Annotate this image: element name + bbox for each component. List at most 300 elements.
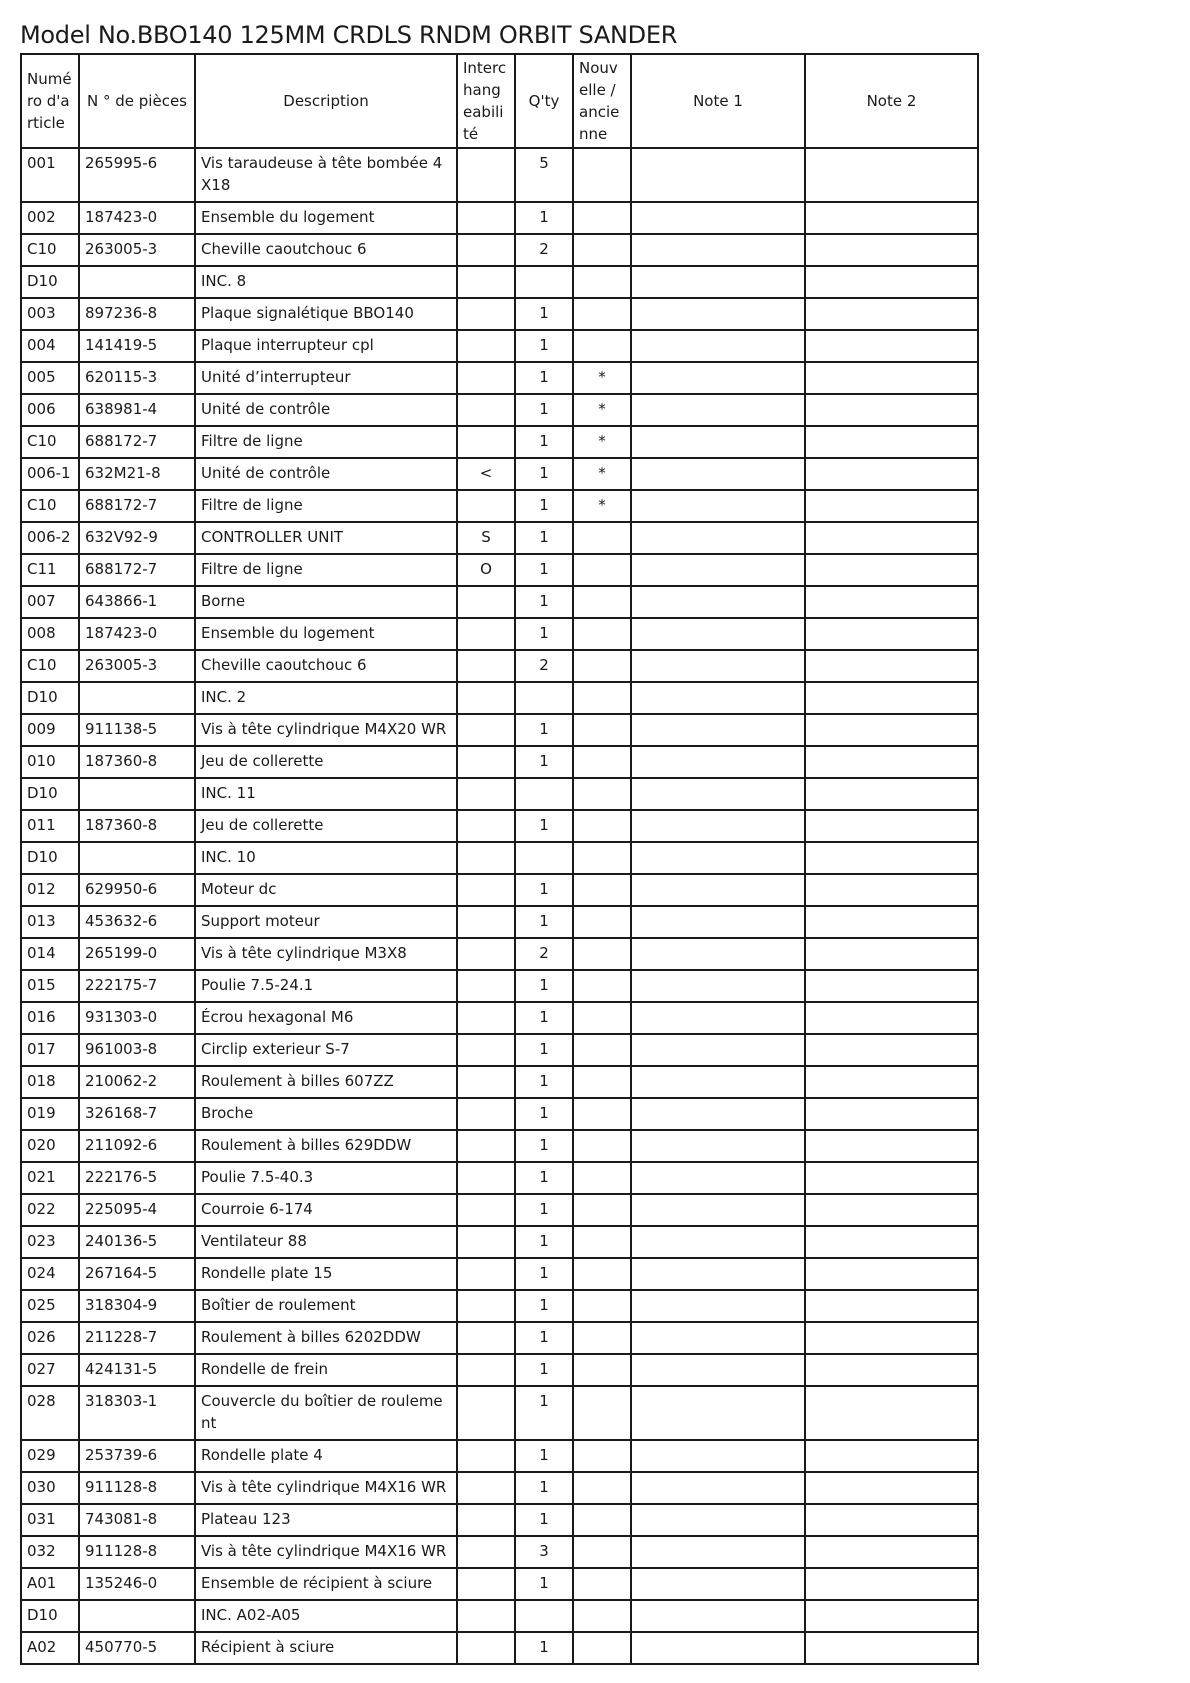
description-cell: Couvercle du boîtier de roulement bbox=[195, 1386, 457, 1440]
quantity-cell: 1 bbox=[515, 1226, 573, 1258]
part-number-cell bbox=[79, 1600, 195, 1632]
description-cell: Support moteur bbox=[195, 906, 457, 938]
quantity-cell: 3 bbox=[515, 1536, 573, 1568]
part-number-cell: 211092-6 bbox=[79, 1130, 195, 1162]
quantity-cell: 2 bbox=[515, 938, 573, 970]
new-old-cell bbox=[573, 1354, 631, 1386]
table-row bbox=[21, 426, 978, 458]
description-cell: Filtre de ligne bbox=[195, 554, 457, 586]
item-number-cell: C10 bbox=[21, 234, 79, 266]
note-1-cell bbox=[631, 490, 805, 522]
interchangeability-cell bbox=[457, 1354, 515, 1386]
quantity-cell: 1 bbox=[515, 426, 573, 458]
table-row bbox=[21, 1354, 978, 1386]
table-row bbox=[21, 202, 978, 234]
interchangeability-cell bbox=[457, 714, 515, 746]
note-2-cell bbox=[805, 1386, 978, 1440]
table-row bbox=[21, 1568, 978, 1600]
quantity-cell bbox=[515, 266, 573, 298]
new-old-cell bbox=[573, 522, 631, 554]
part-number-cell: 265199-0 bbox=[79, 938, 195, 970]
note-1-cell bbox=[631, 586, 805, 618]
description-cell: Unité d’interrupteur bbox=[195, 362, 457, 394]
description-cell: Jeu de collerette bbox=[195, 810, 457, 842]
interchangeability-cell: S bbox=[457, 522, 515, 554]
part-number-cell: 222176-5 bbox=[79, 1162, 195, 1194]
item-number-cell: 028 bbox=[21, 1386, 79, 1440]
description-cell: Rondelle de frein bbox=[195, 1354, 457, 1386]
note-1-cell bbox=[631, 298, 805, 330]
table-row bbox=[21, 1472, 978, 1504]
interchangeability-cell bbox=[457, 1386, 515, 1440]
note-1-cell bbox=[631, 1130, 805, 1162]
interchangeability-cell bbox=[457, 778, 515, 810]
note-1-cell bbox=[631, 1632, 805, 1664]
note-1-cell bbox=[631, 1600, 805, 1632]
table-row bbox=[21, 714, 978, 746]
item-number-cell: 002 bbox=[21, 202, 79, 234]
interchangeability-cell bbox=[457, 810, 515, 842]
note-1-cell bbox=[631, 1354, 805, 1386]
item-number-cell: 024 bbox=[21, 1258, 79, 1290]
table-row bbox=[21, 1002, 978, 1034]
note-1-cell bbox=[631, 202, 805, 234]
item-number-cell: A01 bbox=[21, 1568, 79, 1600]
description-cell: Moteur dc bbox=[195, 874, 457, 906]
quantity-cell: 1 bbox=[515, 298, 573, 330]
quantity-cell: 1 bbox=[515, 1194, 573, 1226]
description-cell: Cheville caoutchouc 6 bbox=[195, 650, 457, 682]
quantity-cell: 1 bbox=[515, 522, 573, 554]
note-2-cell bbox=[805, 1034, 978, 1066]
interchangeability-cell bbox=[457, 874, 515, 906]
column-header-part-number: N ° de pièces bbox=[79, 54, 195, 148]
table-row bbox=[21, 970, 978, 1002]
quantity-cell: 1 bbox=[515, 1354, 573, 1386]
quantity-cell: 1 bbox=[515, 1290, 573, 1322]
interchangeability-cell bbox=[457, 1536, 515, 1568]
part-number-cell: 135246-0 bbox=[79, 1568, 195, 1600]
item-number-cell: 009 bbox=[21, 714, 79, 746]
part-number-cell: 187423-0 bbox=[79, 618, 195, 650]
note-1-cell bbox=[631, 938, 805, 970]
note-2-cell bbox=[805, 148, 978, 202]
new-old-cell bbox=[573, 1226, 631, 1258]
interchangeability-cell bbox=[457, 266, 515, 298]
note-1-cell bbox=[631, 1194, 805, 1226]
part-number-cell: 326168-7 bbox=[79, 1098, 195, 1130]
interchangeability-cell bbox=[457, 1322, 515, 1354]
item-number-cell: 019 bbox=[21, 1098, 79, 1130]
new-old-cell bbox=[573, 1034, 631, 1066]
part-number-cell: 911128-8 bbox=[79, 1472, 195, 1504]
interchangeability-cell bbox=[457, 148, 515, 202]
new-old-cell bbox=[573, 298, 631, 330]
quantity-cell: 1 bbox=[515, 458, 573, 490]
item-number-cell: 020 bbox=[21, 1130, 79, 1162]
quantity-cell: 1 bbox=[515, 1386, 573, 1440]
note-2-cell bbox=[805, 1162, 978, 1194]
part-number-cell: 688172-7 bbox=[79, 490, 195, 522]
new-old-cell bbox=[573, 586, 631, 618]
table-row bbox=[21, 1600, 978, 1632]
part-number-cell: 318303-1 bbox=[79, 1386, 195, 1440]
part-number-cell: 743081-8 bbox=[79, 1504, 195, 1536]
table-row bbox=[21, 362, 978, 394]
description-cell: Poulie 7.5-40.3 bbox=[195, 1162, 457, 1194]
quantity-cell: 1 bbox=[515, 1098, 573, 1130]
quantity-cell: 1 bbox=[515, 1034, 573, 1066]
part-number-cell: 638981-4 bbox=[79, 394, 195, 426]
column-header-description: Description bbox=[195, 54, 457, 148]
description-cell: Borne bbox=[195, 586, 457, 618]
interchangeability-cell: < bbox=[457, 458, 515, 490]
description-cell: Écrou hexagonal M6 bbox=[195, 1002, 457, 1034]
item-number-cell: 016 bbox=[21, 1002, 79, 1034]
quantity-cell: 1 bbox=[515, 490, 573, 522]
note-1-cell bbox=[631, 1536, 805, 1568]
item-number-cell: 029 bbox=[21, 1440, 79, 1472]
part-number-cell: 931303-0 bbox=[79, 1002, 195, 1034]
item-number-cell: 023 bbox=[21, 1226, 79, 1258]
quantity-cell: 1 bbox=[515, 1066, 573, 1098]
column-header-interchangeability: Interchangeabilité bbox=[457, 54, 515, 148]
new-old-cell bbox=[573, 650, 631, 682]
table-row bbox=[21, 148, 978, 202]
item-number-cell: 006-2 bbox=[21, 522, 79, 554]
new-old-cell bbox=[573, 906, 631, 938]
new-old-cell bbox=[573, 554, 631, 586]
note-2-cell bbox=[805, 1258, 978, 1290]
item-number-cell: C11 bbox=[21, 554, 79, 586]
table-row bbox=[21, 1632, 978, 1664]
quantity-cell: 1 bbox=[515, 1632, 573, 1664]
table-row bbox=[21, 746, 978, 778]
quantity-cell: 1 bbox=[515, 330, 573, 362]
table-row bbox=[21, 650, 978, 682]
note-1-cell bbox=[631, 1066, 805, 1098]
quantity-cell: 1 bbox=[515, 1568, 573, 1600]
description-cell: Cheville caoutchouc 6 bbox=[195, 234, 457, 266]
description-cell: Ensemble du logement bbox=[195, 618, 457, 650]
quantity-cell: 1 bbox=[515, 1162, 573, 1194]
interchangeability-cell bbox=[457, 234, 515, 266]
note-1-cell bbox=[631, 234, 805, 266]
new-old-cell bbox=[573, 1440, 631, 1472]
new-old-cell: * bbox=[573, 426, 631, 458]
new-old-cell bbox=[573, 778, 631, 810]
quantity-cell: 1 bbox=[515, 810, 573, 842]
interchangeability-cell bbox=[457, 1194, 515, 1226]
note-2-cell bbox=[805, 938, 978, 970]
item-number-cell: 008 bbox=[21, 618, 79, 650]
table-row bbox=[21, 586, 978, 618]
item-number-cell: 018 bbox=[21, 1066, 79, 1098]
new-old-cell: * bbox=[573, 490, 631, 522]
note-1-cell bbox=[631, 1504, 805, 1536]
table-body bbox=[21, 148, 978, 1664]
interchangeability-cell bbox=[457, 1258, 515, 1290]
interchangeability-cell bbox=[457, 842, 515, 874]
part-number-cell: 911138-5 bbox=[79, 714, 195, 746]
new-old-cell bbox=[573, 266, 631, 298]
table-row bbox=[21, 1194, 978, 1226]
column-header-new-old: Nouvelle / ancienne bbox=[573, 54, 631, 148]
part-number-cell: 240136-5 bbox=[79, 1226, 195, 1258]
note-1-cell bbox=[631, 394, 805, 426]
item-number-cell: 025 bbox=[21, 1290, 79, 1322]
description-cell: INC. 11 bbox=[195, 778, 457, 810]
note-1-cell bbox=[631, 1322, 805, 1354]
note-1-cell bbox=[631, 842, 805, 874]
table-row bbox=[21, 778, 978, 810]
new-old-cell bbox=[573, 714, 631, 746]
quantity-cell: 1 bbox=[515, 202, 573, 234]
description-cell: INC. 10 bbox=[195, 842, 457, 874]
part-number-cell: 453632-6 bbox=[79, 906, 195, 938]
column-header-note-1: Note 1 bbox=[631, 54, 805, 148]
part-number-cell: 629950-6 bbox=[79, 874, 195, 906]
interchangeability-cell bbox=[457, 330, 515, 362]
item-number-cell: 032 bbox=[21, 1536, 79, 1568]
new-old-cell bbox=[573, 1098, 631, 1130]
note-2-cell bbox=[805, 842, 978, 874]
table-row bbox=[21, 810, 978, 842]
interchangeability-cell bbox=[457, 1568, 515, 1600]
note-2-cell bbox=[805, 1226, 978, 1258]
part-number-cell bbox=[79, 842, 195, 874]
table-row bbox=[21, 490, 978, 522]
new-old-cell bbox=[573, 1194, 631, 1226]
item-number-cell: A02 bbox=[21, 1632, 79, 1664]
quantity-cell: 1 bbox=[515, 1130, 573, 1162]
new-old-cell bbox=[573, 1568, 631, 1600]
note-2-cell bbox=[805, 1066, 978, 1098]
note-2-cell bbox=[805, 1440, 978, 1472]
part-number-cell: 961003-8 bbox=[79, 1034, 195, 1066]
item-number-cell: C10 bbox=[21, 650, 79, 682]
item-number-cell: D10 bbox=[21, 842, 79, 874]
note-2-cell bbox=[805, 330, 978, 362]
description-cell: Ensemble de récipient à sciure bbox=[195, 1568, 457, 1600]
table-row bbox=[21, 1386, 978, 1440]
description-cell: Unité de contrôle bbox=[195, 458, 457, 490]
interchangeability-cell bbox=[457, 1632, 515, 1664]
new-old-cell bbox=[573, 1504, 631, 1536]
note-1-cell bbox=[631, 970, 805, 1002]
description-cell: Plaque interrupteur cpl bbox=[195, 330, 457, 362]
note-2-cell bbox=[805, 874, 978, 906]
note-1-cell bbox=[631, 1440, 805, 1472]
description-cell: Roulement à billes 629DDW bbox=[195, 1130, 457, 1162]
part-number-cell: 911128-8 bbox=[79, 1536, 195, 1568]
table-row bbox=[21, 554, 978, 586]
description-cell: Vis à tête cylindrique M4X16 WR bbox=[195, 1472, 457, 1504]
interchangeability-cell bbox=[457, 586, 515, 618]
quantity-cell bbox=[515, 842, 573, 874]
note-2-cell bbox=[805, 1504, 978, 1536]
item-number-cell: 013 bbox=[21, 906, 79, 938]
quantity-cell bbox=[515, 778, 573, 810]
table-row bbox=[21, 1226, 978, 1258]
new-old-cell bbox=[573, 1290, 631, 1322]
note-1-cell bbox=[631, 148, 805, 202]
table-row bbox=[21, 330, 978, 362]
table-row bbox=[21, 938, 978, 970]
new-old-cell bbox=[573, 1536, 631, 1568]
note-1-cell bbox=[631, 1162, 805, 1194]
part-number-cell: 187360-8 bbox=[79, 746, 195, 778]
note-2-cell bbox=[805, 234, 978, 266]
note-1-cell bbox=[631, 714, 805, 746]
description-cell: Filtre de ligne bbox=[195, 490, 457, 522]
note-1-cell bbox=[631, 1002, 805, 1034]
description-cell: Circlip exterieur S-7 bbox=[195, 1034, 457, 1066]
note-1-cell bbox=[631, 1472, 805, 1504]
part-number-cell: 225095-4 bbox=[79, 1194, 195, 1226]
item-number-cell: 026 bbox=[21, 1322, 79, 1354]
interchangeability-cell bbox=[457, 1600, 515, 1632]
table-row bbox=[21, 1130, 978, 1162]
note-2-cell bbox=[805, 778, 978, 810]
table-row bbox=[21, 842, 978, 874]
note-2-cell bbox=[805, 1194, 978, 1226]
column-header-note-2: Note 2 bbox=[805, 54, 978, 148]
part-number-cell: 688172-7 bbox=[79, 554, 195, 586]
note-2-cell bbox=[805, 522, 978, 554]
part-number-cell: 210062-2 bbox=[79, 1066, 195, 1098]
new-old-cell: * bbox=[573, 362, 631, 394]
note-1-cell bbox=[631, 426, 805, 458]
interchangeability-cell bbox=[457, 490, 515, 522]
note-2-cell bbox=[805, 202, 978, 234]
note-2-cell bbox=[805, 1536, 978, 1568]
description-cell: Vis à tête cylindrique M4X20 WR bbox=[195, 714, 457, 746]
interchangeability-cell bbox=[457, 394, 515, 426]
quantity-cell: 1 bbox=[515, 1440, 573, 1472]
note-2-cell bbox=[805, 298, 978, 330]
new-old-cell bbox=[573, 202, 631, 234]
table-row bbox=[21, 906, 978, 938]
note-1-cell bbox=[631, 458, 805, 490]
new-old-cell bbox=[573, 1600, 631, 1632]
quantity-cell bbox=[515, 682, 573, 714]
part-number-cell: 688172-7 bbox=[79, 426, 195, 458]
note-2-cell bbox=[805, 1130, 978, 1162]
note-1-cell bbox=[631, 1226, 805, 1258]
table-row bbox=[21, 1504, 978, 1536]
description-cell: INC. A02-A05 bbox=[195, 1600, 457, 1632]
item-number-cell: 014 bbox=[21, 938, 79, 970]
item-number-cell: C10 bbox=[21, 490, 79, 522]
table-row bbox=[21, 1066, 978, 1098]
table-row bbox=[21, 458, 978, 490]
note-2-cell bbox=[805, 906, 978, 938]
quantity-cell: 1 bbox=[515, 1472, 573, 1504]
item-number-cell: 007 bbox=[21, 586, 79, 618]
quantity-cell: 1 bbox=[515, 554, 573, 586]
item-number-cell: C10 bbox=[21, 426, 79, 458]
part-number-cell: 450770-5 bbox=[79, 1632, 195, 1664]
part-number-cell bbox=[79, 682, 195, 714]
quantity-cell: 1 bbox=[515, 714, 573, 746]
note-2-cell bbox=[805, 618, 978, 650]
note-2-cell bbox=[805, 650, 978, 682]
description-cell: Ensemble du logement bbox=[195, 202, 457, 234]
header-row bbox=[21, 54, 978, 148]
part-number-cell bbox=[79, 778, 195, 810]
new-old-cell bbox=[573, 234, 631, 266]
interchangeability-cell bbox=[457, 650, 515, 682]
item-number-cell: 031 bbox=[21, 1504, 79, 1536]
description-cell: INC. 8 bbox=[195, 266, 457, 298]
new-old-cell bbox=[573, 1386, 631, 1440]
description-cell: Récipient à sciure bbox=[195, 1632, 457, 1664]
note-2-cell bbox=[805, 1098, 978, 1130]
item-number-cell: D10 bbox=[21, 778, 79, 810]
note-2-cell bbox=[805, 1472, 978, 1504]
note-1-cell bbox=[631, 1290, 805, 1322]
description-cell: Roulement à billes 6202DDW bbox=[195, 1322, 457, 1354]
description-cell: Vis à tête cylindrique M4X16 WR bbox=[195, 1536, 457, 1568]
table-row bbox=[21, 298, 978, 330]
table-row bbox=[21, 1162, 978, 1194]
note-2-cell bbox=[805, 1002, 978, 1034]
description-cell: Plaque signalétique BBO140 bbox=[195, 298, 457, 330]
new-old-cell bbox=[573, 1162, 631, 1194]
description-cell: Unité de contrôle bbox=[195, 394, 457, 426]
interchangeability-cell bbox=[457, 1162, 515, 1194]
note-1-cell bbox=[631, 522, 805, 554]
quantity-cell: 1 bbox=[515, 1322, 573, 1354]
interchangeability-cell bbox=[457, 362, 515, 394]
note-1-cell bbox=[631, 362, 805, 394]
quantity-cell: 1 bbox=[515, 618, 573, 650]
description-cell: Poulie 7.5-24.1 bbox=[195, 970, 457, 1002]
new-old-cell bbox=[573, 746, 631, 778]
note-1-cell bbox=[631, 618, 805, 650]
note-2-cell bbox=[805, 1568, 978, 1600]
part-number-cell: 222175-7 bbox=[79, 970, 195, 1002]
quantity-cell bbox=[515, 1600, 573, 1632]
new-old-cell bbox=[573, 1632, 631, 1664]
part-number-cell: 424131-5 bbox=[79, 1354, 195, 1386]
part-number-cell: 265995-6 bbox=[79, 148, 195, 202]
part-number-cell: 211228-7 bbox=[79, 1322, 195, 1354]
note-1-cell bbox=[631, 746, 805, 778]
interchangeability-cell bbox=[457, 1504, 515, 1536]
column-header-quantity: Q'ty bbox=[515, 54, 573, 148]
table-row bbox=[21, 522, 978, 554]
note-2-cell bbox=[805, 490, 978, 522]
new-old-cell bbox=[573, 682, 631, 714]
item-number-cell: 006-1 bbox=[21, 458, 79, 490]
quantity-cell: 2 bbox=[515, 650, 573, 682]
table-row bbox=[21, 1258, 978, 1290]
item-number-cell: 010 bbox=[21, 746, 79, 778]
note-2-cell bbox=[805, 1290, 978, 1322]
note-2-cell bbox=[805, 810, 978, 842]
table-row bbox=[21, 682, 978, 714]
item-number-cell: 017 bbox=[21, 1034, 79, 1066]
table-row bbox=[21, 234, 978, 266]
new-old-cell bbox=[573, 1472, 631, 1504]
new-old-cell bbox=[573, 1322, 631, 1354]
column-header-item-number: Numéro d'article bbox=[21, 54, 79, 148]
interchangeability-cell bbox=[457, 682, 515, 714]
item-number-cell: 011 bbox=[21, 810, 79, 842]
item-number-cell: 027 bbox=[21, 1354, 79, 1386]
